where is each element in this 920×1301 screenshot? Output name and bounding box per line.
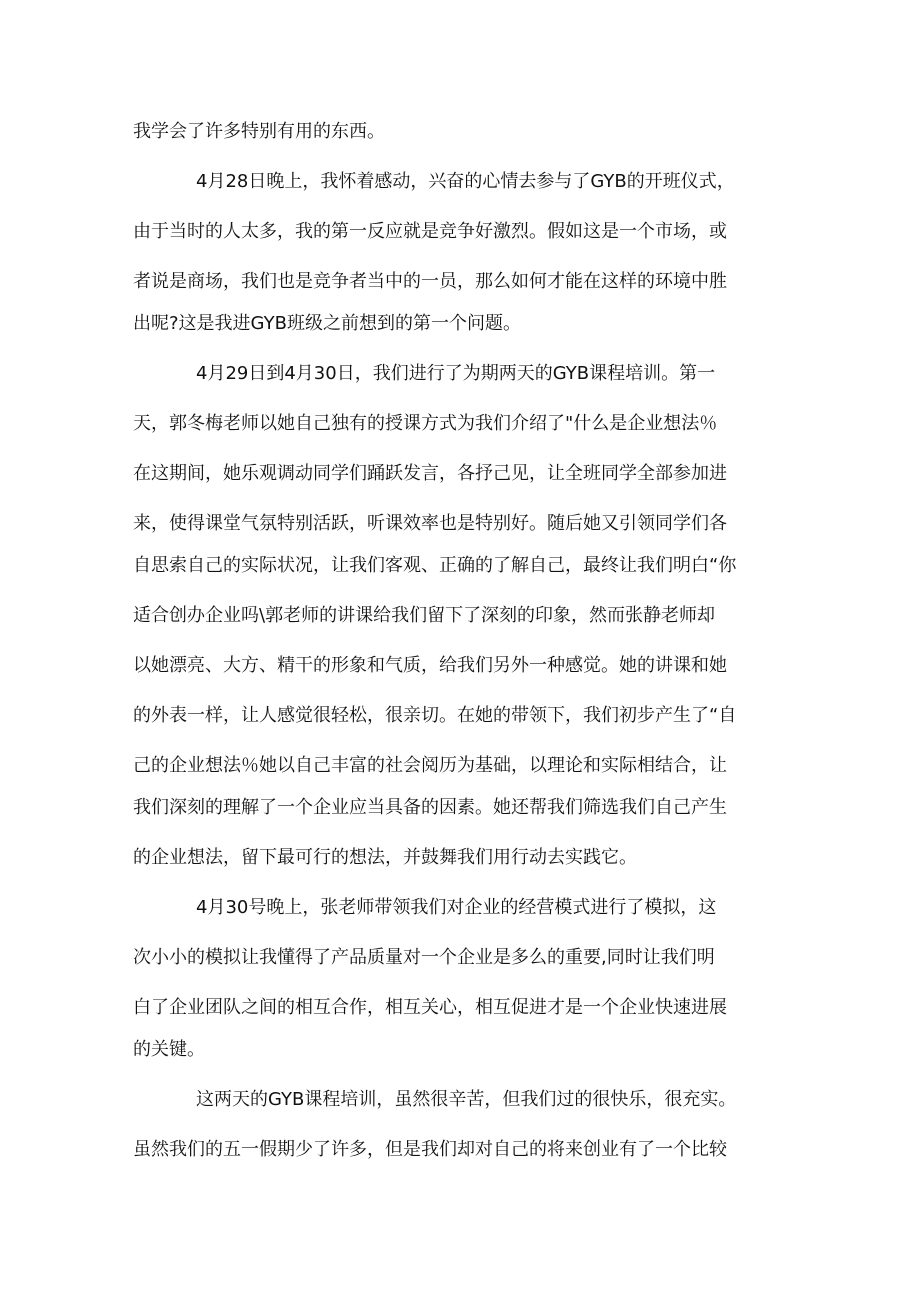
text-line-10-content: 自思索自己的实际状况，让我们客观、正确的了解自己，最终让我们明白“你 [133, 555, 737, 576]
text-line-16-content: 的企业想法，留下最可行的想法，并鼓舞我们用行动去实践它。 [133, 847, 637, 868]
text-line-16 [133, 840, 920, 876]
text-line-13-content: 的外表一样，让人感觉很轻松，很亲切。在她的带领下，我们初步产生了“自 [133, 705, 737, 726]
text-line-14 [133, 748, 920, 784]
text-line-7 [133, 406, 920, 442]
text-line-6 [196, 356, 920, 392]
text-line-13 [133, 698, 920, 734]
text-line-11 [133, 598, 920, 634]
text-line-7-content: 天，郭冬梅老师以她自己独有的授课方式为我们介绍了"什么是企业想法％ [133, 413, 718, 434]
text-line-19 [133, 990, 920, 1026]
text-line-17-content: 4月30号晚上，张老师带领我们对企业的经营模式进行了模拟，这 [196, 897, 717, 918]
text-line-10 [133, 548, 920, 584]
text-line-17 [196, 890, 920, 926]
text-line-1-content: 我学会了许多特别有用的东西。 [133, 121, 385, 142]
text-line-4 [133, 264, 920, 300]
text-line-9 [133, 506, 920, 542]
text-line-5 [133, 306, 920, 342]
text-line-4-content: 者说是商场，我们也是竞争者当中的一员，那么如何才能在这样的环境中胜 [133, 271, 727, 292]
text-line-18 [133, 940, 920, 976]
text-line-22-content: 虽然我们的五一假期少了许多，但是我们却对自己的将来创业有了一个比较 [133, 1139, 727, 1160]
text-line-15-content: 我们深刻的理解了一个企业应当具备的因素。她还帮我们筛选我们自己产生 [133, 797, 727, 818]
text-line-1 [133, 114, 920, 150]
text-line-18-content: 次小小的模拟让我懂得了产品质量对一个企业是多么的重要,同时让我们明 [133, 947, 715, 968]
text-line-19-content: 白了企业团队之间的相互合作，相互关心，相互促进才是一个企业快速进展 [133, 997, 727, 1018]
text-line-3-content: 由于当时的人太多，我的第一反应就是竞争好激烈。假如这是一个市场，或 [133, 221, 727, 242]
text-line-14-content: 己的企业想法％她以自己丰富的社会阅历为基础，以理论和实际相结合，让 [133, 755, 727, 776]
text-line-5-content: 出呢?这是我进GYB班级之前想到的第一个问题。 [133, 313, 521, 334]
text-line-2 [196, 164, 920, 200]
text-line-9-content: 来，使得课堂气氛特别活跃，听课效率也是特别好。随后她又引领同学们各 [133, 513, 727, 534]
text-line-20 [133, 1032, 920, 1068]
text-line-21 [196, 1082, 920, 1118]
text-line-22 [133, 1132, 920, 1168]
text-line-3 [133, 214, 920, 250]
text-line-12 [133, 648, 920, 684]
text-line-2-content: 4月28日晚上，我怀着感动，兴奋的心情去参与了GYB的开班仪式， [196, 171, 735, 192]
text-line-21-content: 这两天的GYB课程培训，虽然很辛苦，但我们过的很快乐，很充实。 [196, 1089, 737, 1110]
text-line-15 [133, 790, 920, 826]
text-line-6-content: 4月29日到4月30日，我们进行了为期两天的GYB课程培训。第一 [196, 363, 716, 384]
text-line-20-content: 的关键。 [133, 1039, 205, 1060]
text-line-11-content: 适合创办企业吗\郭老师的讲课给我们留下了深刻的印象，然而张静老师却 [133, 605, 716, 626]
text-line-8-content: 在这期间，她乐观调动同学们踊跃发言，各抒己见，让全班同学全部参加进 [133, 463, 727, 484]
text-line-12-content: 以她漂亮、大方、精干的形象和气质，给我们另外一种感觉。她的讲课和她 [133, 655, 727, 676]
text-line-8 [133, 456, 920, 492]
